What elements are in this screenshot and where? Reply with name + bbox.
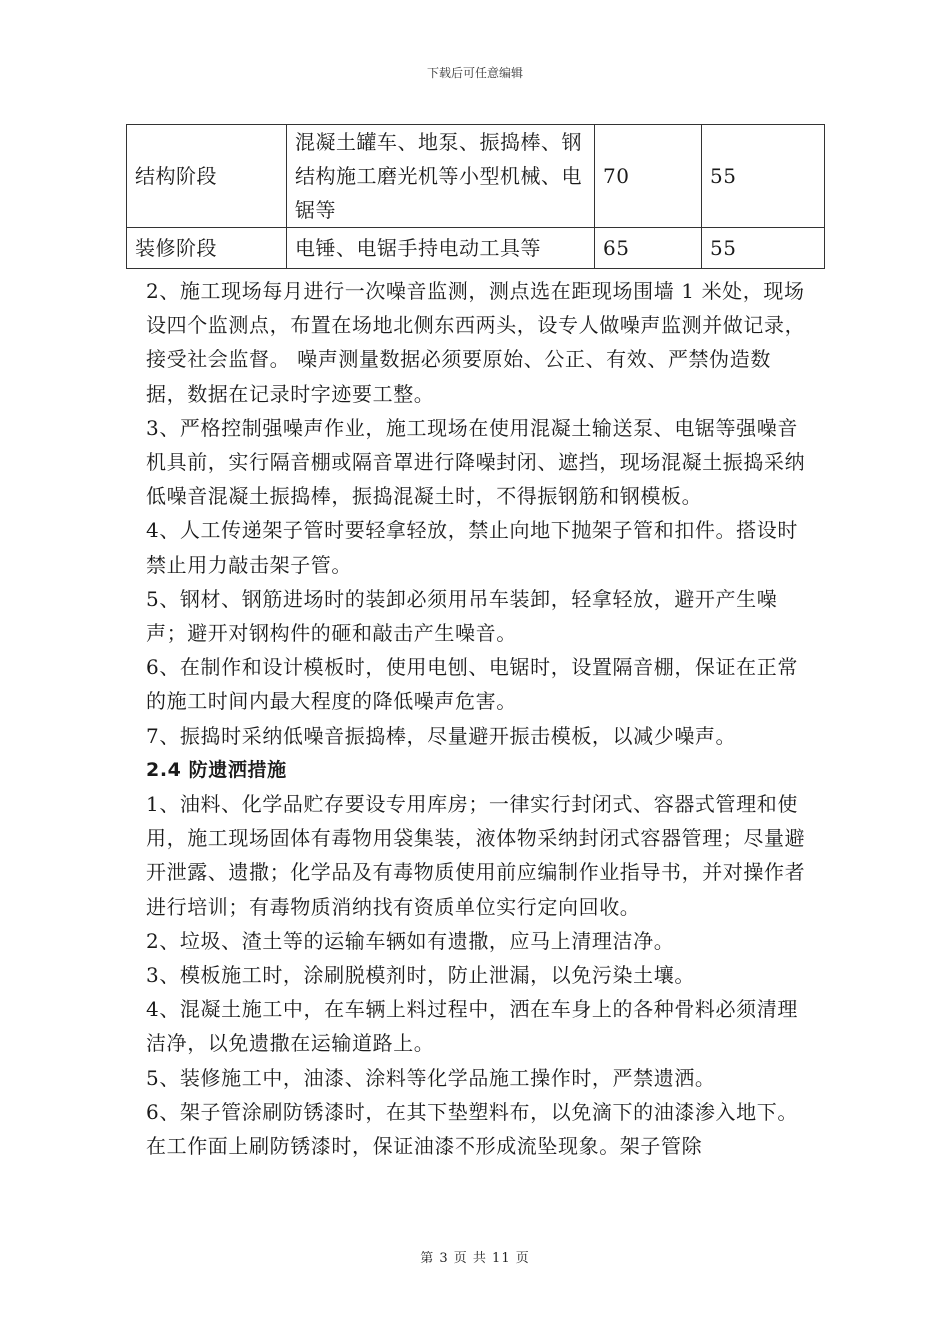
night-limit-cell: 55 <box>702 125 825 228</box>
table-row <box>127 125 825 228</box>
paragraph: 6、架子管涂刷防锈漆时，在其下垫塑料布，以免滴下的油漆渗入地下。在工作面上刷防锈漆时，保证油漆不形成流坠现象。架子管除 <box>146 1099 798 1159</box>
paragraph: 7、振捣时采纳低噪音振捣棒，尽量避开振击模板，以减少噪声。 <box>146 723 737 748</box>
noise-source-cell: 电锤、电锯手持电动工具等 <box>287 228 595 269</box>
table-row <box>127 228 825 269</box>
paragraph: 5、钢材、钢筋进场时的装卸必须用吊车装卸，轻拿轻放，避开产生噪声；避开对钢构件的砸和敲击产生噪音。 <box>146 586 778 646</box>
page-footer: 第 3 页 共 11 页 <box>420 1251 530 1266</box>
paragraph: 5、装修施工中，油漆、涂料等化学品施工操作时，严禁遗洒。 <box>146 1065 716 1090</box>
paragraph: 2、垃圾、渣土等的运输车辆如有遗撒，应马上清理洁净。 <box>146 928 675 953</box>
paragraph: 4、人工传递架子管时要轻拿轻放，禁止向地下抛架子管和扣件。搭设时禁止用力敲击架子管。 <box>146 518 798 577</box>
stage-cell: 结构阶段 <box>127 125 287 228</box>
section-heading: 2.4 防遗洒措施 <box>146 758 287 781</box>
paragraph: 1、油料、化学品贮存要设专用库房；一律实行封闭式、容器式管理和使用，施工现场固体有毒物用袋集装，液体物采纳封闭式容器管理；尽量避开泄露、遗撒；化学品及有毒物质使用前应编制作业指导书，并对操作者进行培训；有毒物质消纳找有资质单位实行定向回收。 <box>146 792 806 919</box>
paragraph: 4、混凝土施工中，在车辆上料过程中，洒在车身上的各种骨料必须清理洁净，以免遗撒在运输道路上。 <box>146 997 798 1056</box>
paragraph: 3、严格控制强噪声作业，施工现场在使用混凝土输送泵、电锯等强噪音机具前，实行隔音棚或隔音罩进行降噪封闭、遮挡，现场混凝土振捣采纳低噪音混凝土振捣棒，振捣混凝土时，不得振钢筋和钢模板。 <box>146 415 806 509</box>
night-limit-cell: 55 <box>702 228 825 269</box>
day-limit-cell: 65 <box>595 228 702 269</box>
day-limit-cell: 70 <box>595 125 702 228</box>
document-body <box>146 274 810 1163</box>
page-header: 下载后可任意编辑 <box>426 66 523 80</box>
paragraph: 6、在制作和设计模板时，使用电刨、电锯时，设置隔音棚，保证在正常的施工时间内最大程度的降低噪声危害。 <box>146 655 798 714</box>
paragraph: 2、施工现场每月进行一次噪音监测，测点选在距现场围墙 1 米处，现场设四个监测点，布置在场地北侧东西两头，设专人做噪声监测并做记录，接受社会监督。 噪声测量数据必须要原始、公正、有效、严禁伪造数据，数据在记录时字迹要工整。 <box>146 279 806 406</box>
noise-limit-table <box>126 124 825 269</box>
noise-source-cell: 混凝土罐车、地泵、振捣棒、钢结构施工磨光机等小型机械、电锯等 <box>287 125 595 228</box>
paragraph: 3、模板施工时，涂刷脱模剂时，防止泄漏，以免污染土壤。 <box>146 963 695 988</box>
stage-cell: 装修阶段 <box>127 228 287 269</box>
